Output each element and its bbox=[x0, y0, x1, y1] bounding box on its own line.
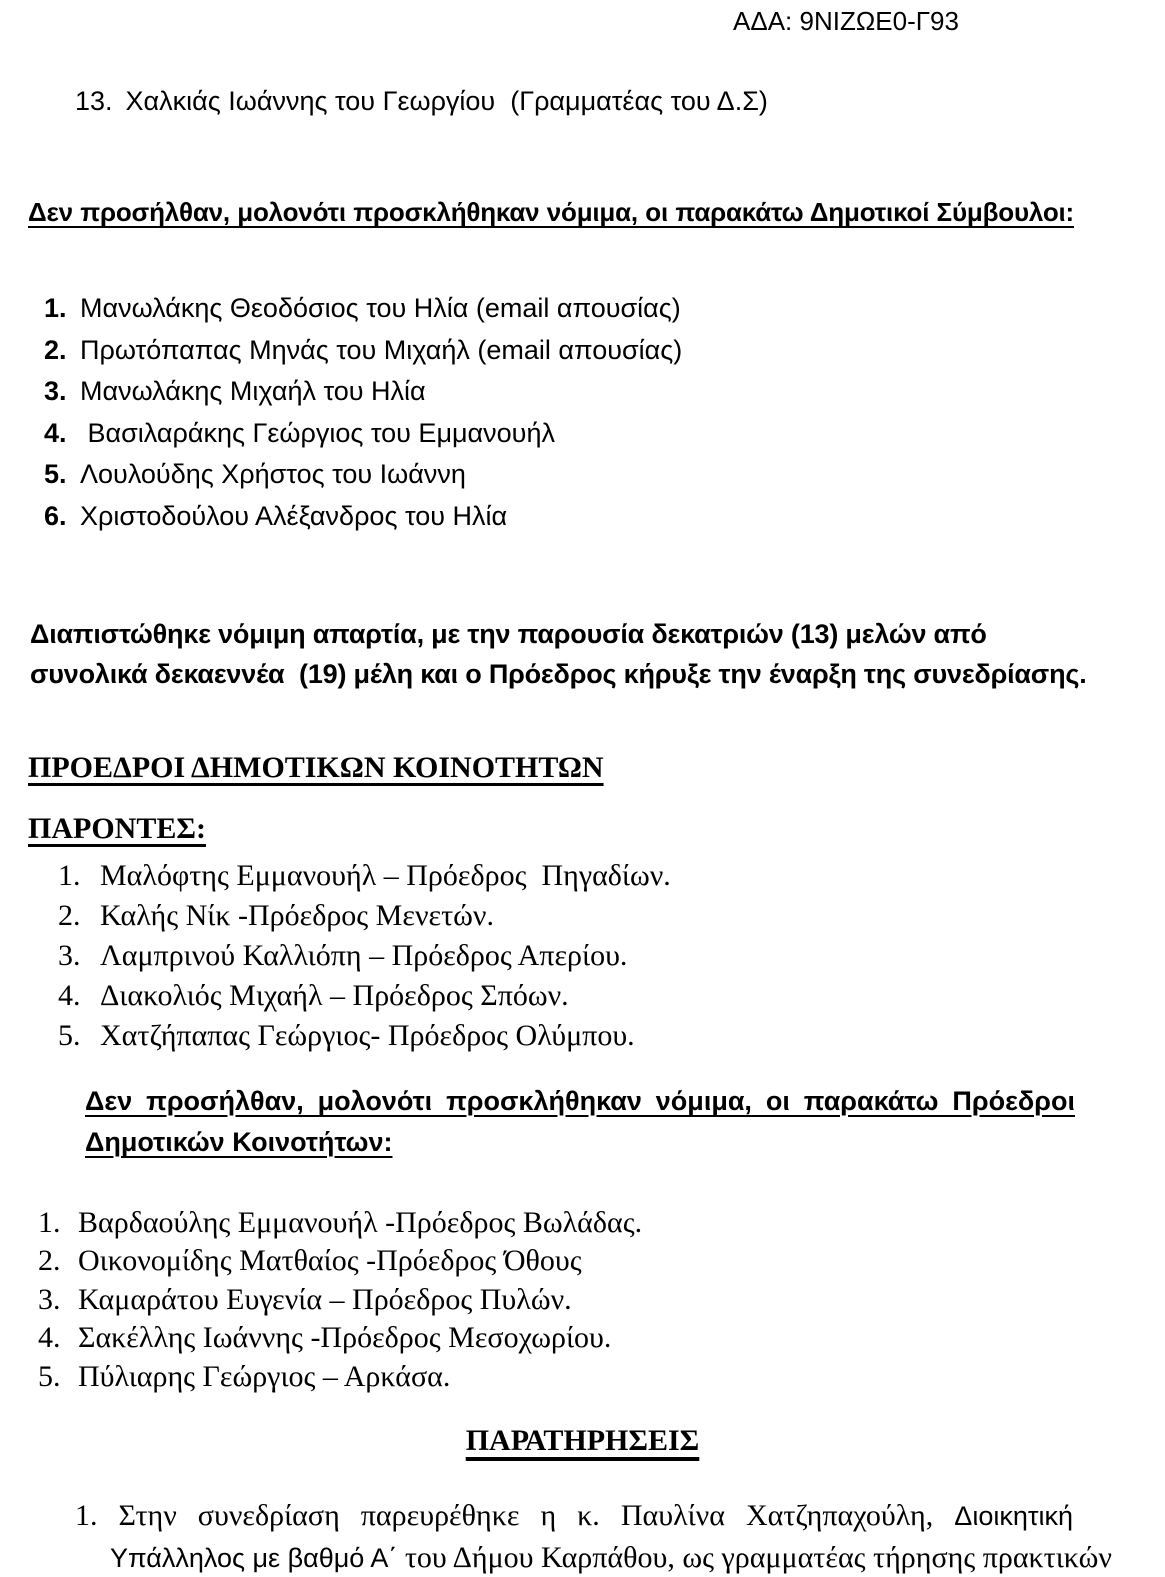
observation-item-line1 bbox=[75, 1499, 1073, 1533]
absent-councilors-heading: Δεν προσήλθαν, μολονότι προσκλήθηκαν νόμιμα, οι παρακάτω Δημοτικοί Σύμβουλοι: bbox=[28, 197, 1074, 227]
list-item bbox=[44, 371, 682, 413]
observation-text-serif: του Δήμου Καρπάθου, ως γραμματέας τήρησης πρακτικών bbox=[404, 1541, 1112, 1574]
item-name: Σακέλλης Ιωάννης -Πρόεδρος Μεσοχωρίου. bbox=[78, 1321, 612, 1355]
list-item bbox=[44, 288, 682, 330]
item-number: 2. bbox=[58, 899, 81, 932]
item-name: Χατζήπαπας Γεώργιος- Πρόεδρος Ολύμπου. bbox=[100, 1019, 635, 1052]
observation-text-sans: Υπάλληλος με βαθμό Α΄ bbox=[110, 1543, 398, 1573]
list-item bbox=[44, 496, 682, 538]
item-name: Μανωλάκης Θεοδόσιος του Ηλία (email απουσίας) bbox=[80, 293, 681, 323]
present-heading: ΠΑΡΟΝΤΕΣ: bbox=[28, 812, 206, 845]
secretary-line bbox=[75, 86, 768, 117]
item-number: 5. bbox=[38, 1359, 61, 1393]
observation-item-line2 bbox=[110, 1541, 1112, 1575]
item-number: 5. bbox=[44, 459, 67, 489]
item-name: Πύλιαρης Γεώργιος – Αρκάσα. bbox=[78, 1359, 451, 1393]
list-item bbox=[58, 976, 671, 1016]
item-name: Μανωλάκης Μιχαήλ του Ηλία bbox=[80, 376, 426, 406]
present-presidents-list bbox=[58, 856, 671, 1056]
list-item bbox=[58, 1016, 671, 1056]
item-name: Βασιλαράκης Γεώργιος του Εμμανουήλ bbox=[80, 417, 555, 448]
list-item bbox=[58, 896, 671, 936]
item-number: 4. bbox=[58, 979, 81, 1012]
community-presidents-heading: ΠΡΟΕΔΡΟΙ ΔΗΜΟΤΙΚΩΝ ΚΟΙΝΟΤΗΤΩΝ bbox=[28, 751, 604, 784]
absent-councilors-list bbox=[44, 288, 682, 537]
list-item bbox=[38, 1242, 642, 1280]
quorum-paragraph bbox=[30, 614, 1087, 694]
absent-presidents-heading-line1: Δεν προσήλθαν, μολονότι προσκλήθηκαν νόμιμα, οι παρακάτω Πρόεδροι bbox=[85, 1086, 1075, 1116]
list-item bbox=[44, 413, 682, 455]
item-number: 5. bbox=[58, 1019, 81, 1052]
item-name: Μαλόφτης Εμμανουήλ – Πρόεδρος Πηγαδίων. bbox=[100, 859, 671, 892]
item-name: Χριστοδούλου Αλέξανδρος του Ηλία bbox=[80, 500, 508, 531]
list-item bbox=[58, 936, 671, 976]
item-number: 2. bbox=[38, 1244, 61, 1278]
list-item bbox=[38, 1358, 642, 1396]
list-item bbox=[38, 1319, 642, 1357]
item-number: 3. bbox=[38, 1282, 61, 1316]
observation-text-serif: Στην συνεδρίαση παρευρέθηκε η κ. Παυλίνα Χατζηπαχούλη, bbox=[118, 1499, 934, 1532]
item-number: 1. bbox=[38, 1206, 61, 1239]
item-number: 4. bbox=[38, 1321, 61, 1355]
item-number: 1. bbox=[44, 293, 67, 323]
item-number: 4. bbox=[44, 417, 67, 448]
observations-heading-text: ΠΑΡΑΤΗΡΗΣΕΙΣ bbox=[465, 1424, 700, 1457]
item-number: 3. bbox=[58, 939, 81, 972]
quorum-line-1: Διαπιστώθηκε νόμιμη απαρτία, με την παρουσία δεκατριών (13) μελών από bbox=[30, 619, 987, 649]
item-name: Οικονομίδης Ματθαίος -Πρόεδρος Όθους bbox=[78, 1244, 582, 1278]
item-name: Διακολιός Μιχαήλ – Πρόεδρος Σπόων. bbox=[100, 979, 569, 1012]
item-name: Βαρδαούλης Εμμανουήλ -Πρόεδρος Βωλάδας. bbox=[78, 1206, 643, 1239]
list-item bbox=[58, 856, 671, 896]
ada-code: ΑΔΑ: 9ΝΙΖΩΕ0-Γ93 bbox=[733, 6, 959, 36]
item-name: Πρωτόπαπας Μηνάς του Μιχαήλ (email απουσίας) bbox=[80, 334, 683, 365]
list-item bbox=[44, 454, 682, 496]
item-name: Λουλούδης Χρήστος του Ιωάννη bbox=[80, 459, 466, 489]
list-item bbox=[38, 1281, 642, 1319]
item-name: Λαμπρινού Καλλιόπη – Πρόεδρος Απερίου. bbox=[100, 939, 628, 972]
observation-item-number: 1. bbox=[75, 1499, 98, 1532]
item-number: 2. bbox=[44, 334, 67, 365]
observations-heading bbox=[0, 1424, 1165, 1458]
list-item bbox=[44, 330, 682, 372]
item-name: Καλής Νίκ -Πρόεδρος Μενετών. bbox=[100, 899, 494, 932]
observation-text-sans: Διοικητική bbox=[954, 1501, 1074, 1531]
item-name: Καμαράτου Ευγενία – Πρόεδρος Πυλών. bbox=[78, 1282, 572, 1316]
absent-presidents-list bbox=[38, 1204, 642, 1396]
secretary-line-number: 13. bbox=[75, 86, 113, 116]
absent-presidents-heading-line2: Δημοτικών Κοινοτήτων: bbox=[85, 1127, 393, 1157]
list-item bbox=[38, 1204, 642, 1242]
item-number: 3. bbox=[44, 376, 67, 406]
secretary-line-name: Χαλκιάς Ιωάννης του Γεωργίου (Γραμματέας του Δ.Σ) bbox=[125, 86, 768, 116]
quorum-line-2: συνολικά δεκαεννέα (19) μέλη και ο Πρόεδρος κήρυξε την έναρξη της συνεδρίασης. bbox=[30, 659, 1087, 689]
item-number: 1. bbox=[58, 859, 81, 892]
item-number: 6. bbox=[44, 500, 67, 531]
